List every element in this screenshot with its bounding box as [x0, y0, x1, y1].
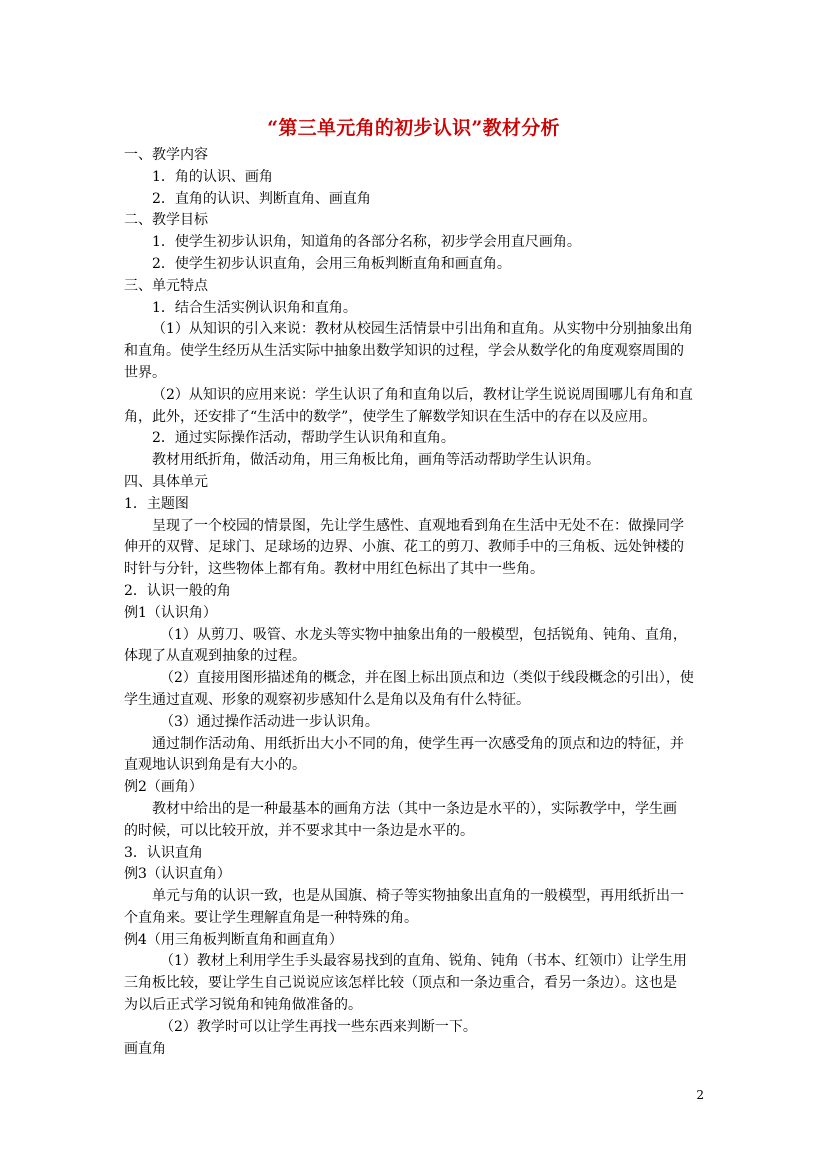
- paragraph-line: 世界。: [124, 364, 166, 381]
- paragraph-line: （2）直接用图形描述角的概念，并在图上标出顶点和边（类似于线段概念的引出），使: [160, 670, 694, 687]
- list-item: 1．角的认识、画角: [152, 168, 273, 185]
- example-heading: 例1（认识角）: [124, 604, 217, 621]
- paragraph-line: 角，此外，还安排了“生活中的数学”，使学生了解数学知识在生活中的存在以及应用。: [124, 408, 657, 425]
- paragraph-line: 时针与分针，这些物体上都有角。教材中用红色标出了其中一些角。: [124, 561, 544, 578]
- example-heading: 例4（用三角板判断直角和画直角）: [124, 931, 343, 948]
- paragraph-line: 单元与角的认识一致，也是从国旗、椅子等实物抽象出直角的一般模型，再用纸折出一: [152, 888, 684, 905]
- paragraph-line: 的时候，可以比较开放，并不要求其中一条边是水平的。: [124, 822, 474, 839]
- list-item: 2．通过实际操作活动，帮助学生认识角和直角。: [152, 430, 455, 447]
- paragraph-line: （3）通过操作活动进一步认识角。: [160, 713, 379, 730]
- document-body: [124, 145, 708, 1060]
- paragraph-line: 教材用纸折角，做活动角，用三角板比角，画角等活动帮助学生认识角。: [152, 452, 600, 469]
- paragraph-line: 呈现了一个校园的情景图，先让学生感性、直观地看到角在生活中无处不在：做操同学: [152, 517, 684, 534]
- list-item: 2．直角的认识、判断直角、画直角: [152, 190, 371, 207]
- paragraph-line: （2）从知识的应用来说：学生认识了角和直角以后，教材让学生说说周围哪儿有角和直: [152, 386, 693, 403]
- subsection-heading: 3．认识直角: [124, 844, 203, 861]
- list-item: 2．使学生初步认识直角，会用三角板判断直角和画直角。: [152, 255, 511, 272]
- subsection-heading: 1．主题图: [124, 495, 189, 512]
- paragraph-line: 教材中给出的是一种最基本的画角方法（其中一条边是水平的），实际教学中，学生画: [152, 800, 677, 817]
- subsection-heading: 画直角: [124, 1040, 166, 1057]
- paragraph-line: 三角板比较，要让学生自己说说应该怎样比较（顶点和一条边重合，看另一条边）。这也是: [124, 975, 677, 992]
- page-number: 2: [696, 1088, 704, 1102]
- paragraph-line: （1）从剪刀、吸管、水龙头等实物中抽象出角的一般模型，包括锐角、钝角、直角，: [160, 626, 687, 643]
- subsection-heading: 2．认识一般的角: [124, 582, 231, 599]
- paragraph-line: （1）教材上利用学生手头最容易找到的直角、锐角、钝角（书本、红领巾）让学生用: [160, 953, 687, 970]
- paragraph-line: （2）教学时可以让学生再找一些东西来判断一下。: [160, 1018, 477, 1035]
- document-title: “第三单元角的初步认识”教材分析: [267, 117, 560, 139]
- section-heading: 一、教学内容: [124, 147, 208, 163]
- paragraph-line: 为以后正式学习锐角和钝角做准备的。: [124, 997, 362, 1014]
- paragraph-line: 直观地认识到角是有大小的。: [124, 757, 306, 774]
- paragraph-line: 伸开的双臂、足球门、足球场的边界、小旗、花工的剪刀、教师手中的三角板、远处钟楼的: [124, 539, 684, 556]
- list-item: 1．使学生初步认识角，知道角的各部分名称，初步学会用直尺画角。: [152, 234, 581, 251]
- section-heading: 二、教学目标: [124, 212, 208, 229]
- section-heading: 四、具体单元: [124, 473, 208, 490]
- paragraph-line: 通过制作活动角、用纸折出大小不同的角，使学生再一次感受角的顶点和边的特征，并: [152, 735, 684, 752]
- paragraph-line: 个直角来。要让学生理解直角是一种特殊的角。: [124, 909, 418, 926]
- list-item: 1．结合生活实例认识角和直角。: [152, 299, 357, 316]
- paragraph-line: 学生通过直观、形象的观察初步感知什么是角以及角有什么特征。: [124, 691, 530, 708]
- paragraph-line: 和直角。使学生经历从生活实际中抽象出数学知识的过程，学会从数学化的角度观察周围的: [124, 343, 684, 360]
- example-heading: 例3（认识直角）: [124, 866, 231, 883]
- example-heading: 例2（画角）: [124, 779, 203, 796]
- section-heading: 三、单元特点: [124, 277, 208, 294]
- paragraph-line: 体现了从直观到抽象的过程。: [124, 648, 306, 665]
- paragraph-line: （1）从知识的引入来说：教材从校园生活情景中引出角和直角。从实物中分别抽象出角: [152, 321, 693, 338]
